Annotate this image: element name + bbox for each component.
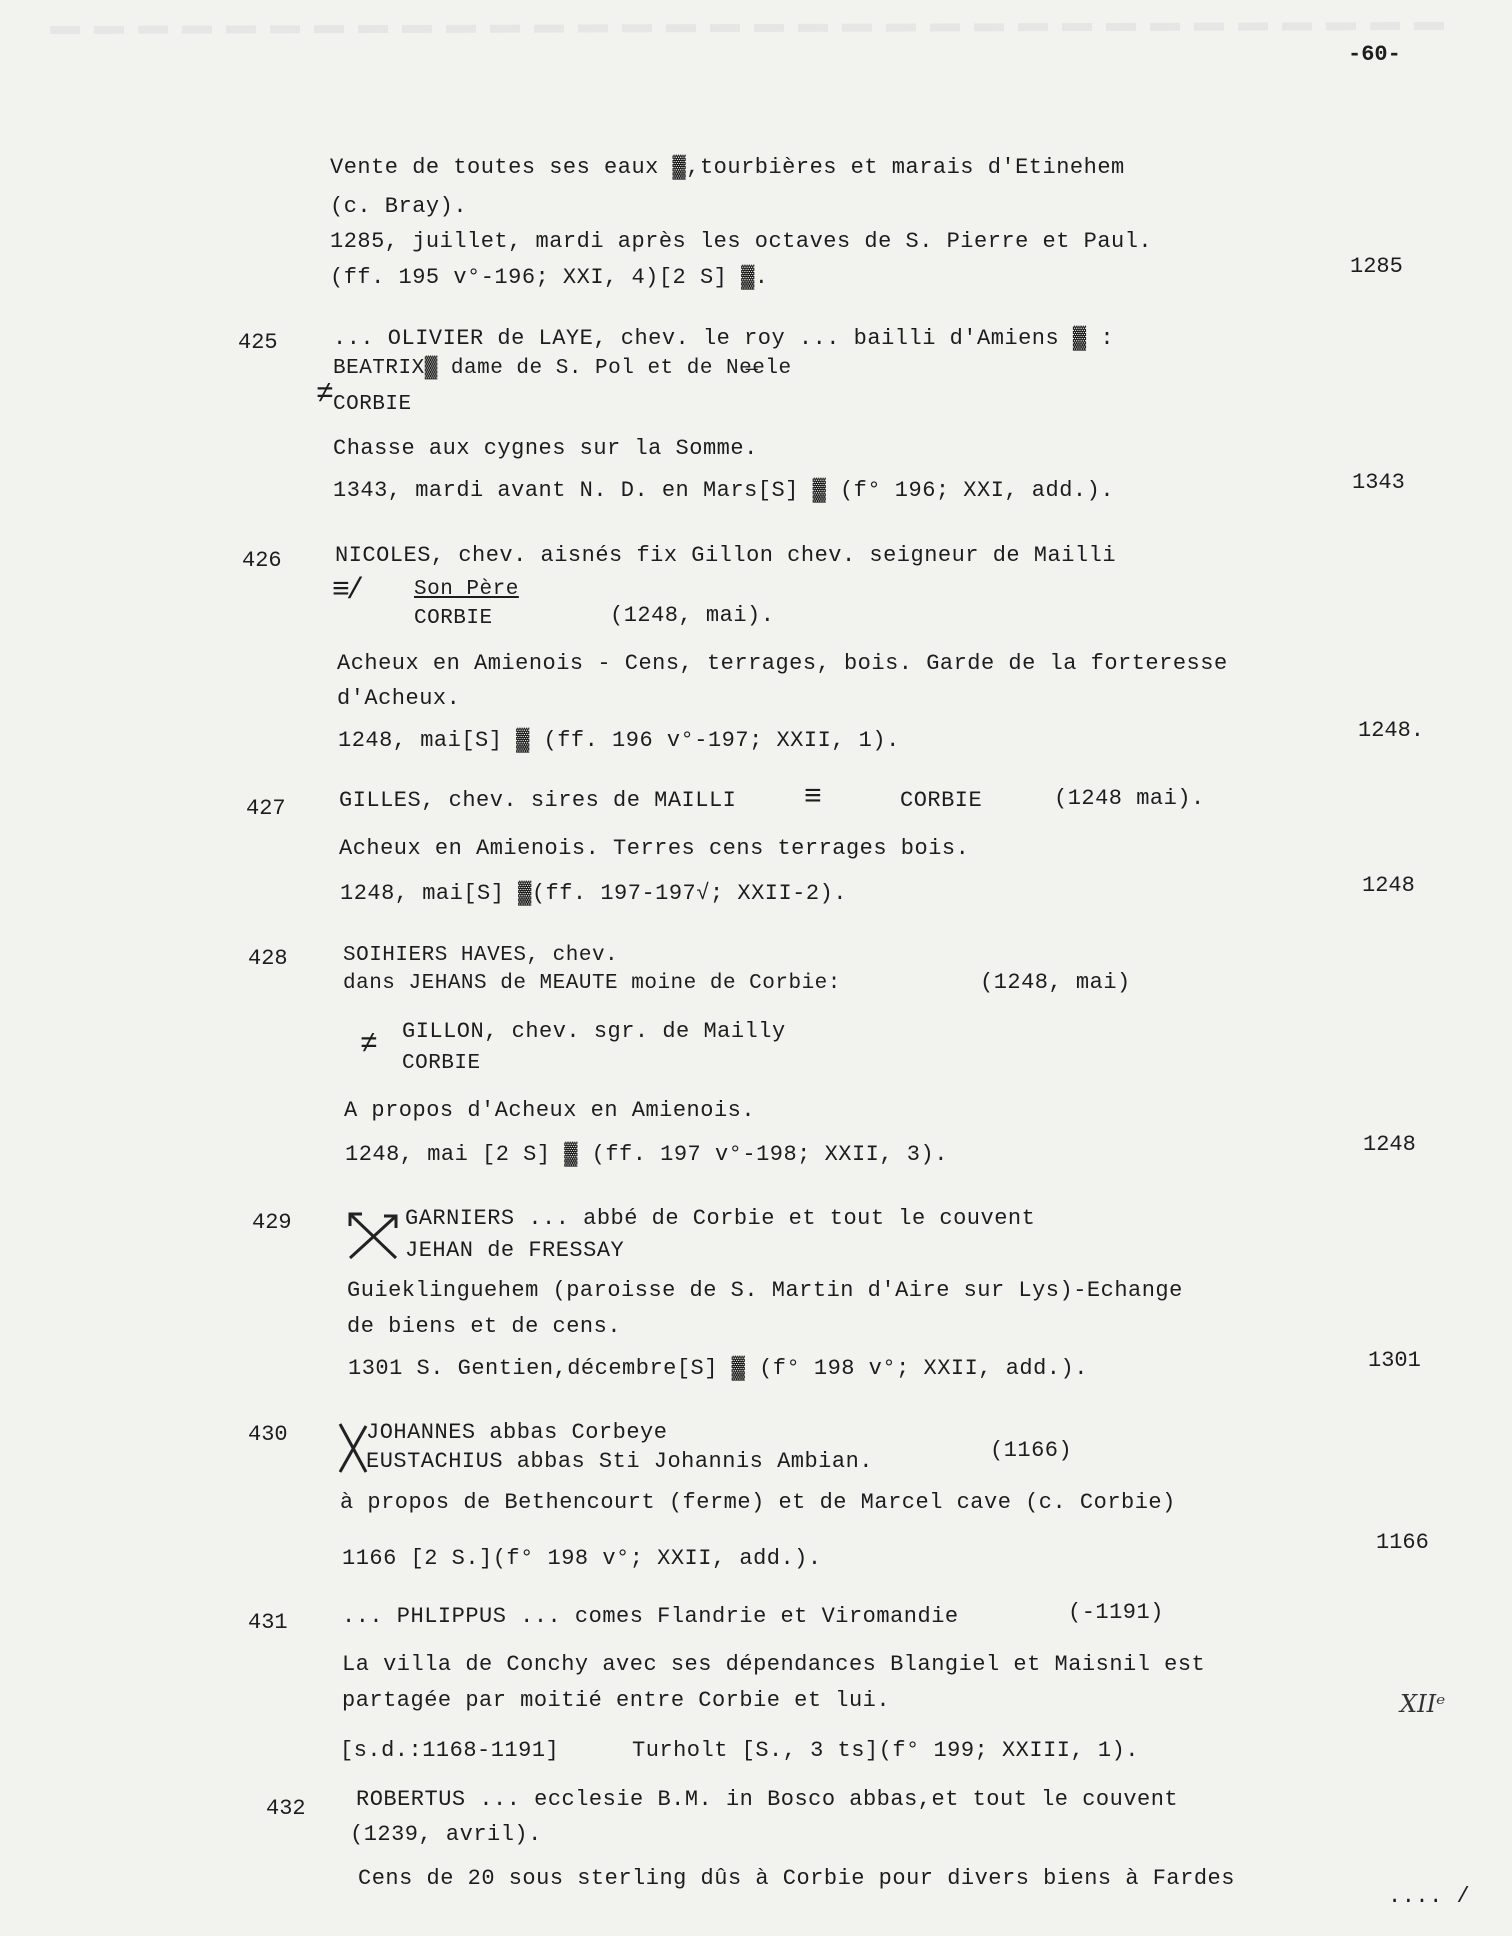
- e429-date: 1301: [1368, 1348, 1421, 1373]
- e432-line1: ROBERTUS ... ecclesie B.M. in Bosco abbas,et tout le couvent: [356, 1787, 1179, 1812]
- e426-line2: Son Père: [414, 578, 519, 601]
- e430-date: 1166: [1376, 1530, 1429, 1555]
- e428-date: 1248: [1363, 1132, 1416, 1157]
- e430-line2: EUSTACHIUS abbas Sti Johannis Ambian.: [366, 1449, 873, 1474]
- e429-line3: Guieklinguehem (paroisse de S. Martin d'Aire sur Lys)-Echange: [347, 1278, 1183, 1303]
- e429-line2: JEHAN de FRESSAY: [405, 1238, 625, 1263]
- e426-date: 1248.: [1358, 718, 1425, 743]
- e428-line6: 1248, mai [2 S] ▓ (ff. 197 v°-198; XXII, 3).: [345, 1142, 948, 1167]
- e432-line3: Cens de 20 sous sterling dûs à Corbie pour divers biens à Fardes: [358, 1866, 1235, 1891]
- e428-line1: SOIHIERS HAVES, chev.: [343, 944, 619, 967]
- e425-date: 1343: [1352, 470, 1405, 495]
- e432-number: 432: [266, 1796, 306, 1821]
- e431-line1b: (-1191): [1068, 1600, 1164, 1625]
- exchange-arrows-icon: [346, 1208, 402, 1269]
- e424-line1: Vente de toutes ses eaux ▓,tourbières et marais d'Etinehem: [330, 155, 1125, 180]
- e430-line4: 1166 [2 S.](f° 198 v°; XXII, add.).: [342, 1546, 822, 1571]
- e429-line1: GARNIERS ... abbé de Corbie et tout le couvent: [405, 1206, 1036, 1231]
- e425-line3: CORBIE: [333, 393, 412, 416]
- e429-line5: 1301 S. Gentien,décembre[S] ▓ (f° 198 v°; XXII, add.).: [348, 1356, 1088, 1381]
- e425-line1: ... OLIVIER de LAYE, chev. le roy ... bailli d'Amiens ▓ :: [333, 326, 1115, 351]
- e428-line3: GILLON, chev. sgr. de Mailly: [402, 1019, 786, 1044]
- continuation-mark: .... /: [1388, 1884, 1471, 1909]
- e430-line1: JOHANNES abbas Corbeye: [366, 1420, 668, 1445]
- e431-line4b: Turholt [S., 3 ts](f° 199; XXIII, 1).: [632, 1738, 1139, 1763]
- e427-line1a: GILLES, chev. sires de MAILLI: [339, 788, 737, 813]
- e426-line3: CORBIE: [414, 607, 493, 630]
- e430-number: 430: [248, 1422, 288, 1447]
- e427-line1c: (1248 mai).: [1054, 786, 1205, 811]
- page-number: -60-: [1348, 42, 1401, 67]
- e425-line4: Chasse aux cygnes sur la Somme.: [333, 436, 758, 461]
- e431-line2: La villa de Conchy avec ses dépendances Blangiel et Maisnil est: [342, 1652, 1206, 1677]
- exchange-cross-icon: [336, 1420, 370, 1481]
- e424-date: 1285: [1350, 254, 1403, 279]
- e428-line4: CORBIE: [402, 1052, 481, 1075]
- e430-line1b: (1166): [990, 1438, 1073, 1463]
- e429-number: 429: [252, 1210, 292, 1235]
- e427-number: 427: [246, 796, 286, 821]
- e428-number: 428: [248, 946, 288, 971]
- e425-line2: BEATRIX▓ dame de S. Pol et de Ne̶ele: [333, 357, 792, 380]
- e431-line3: partagée par moitié entre Corbie et lui.: [342, 1688, 891, 1713]
- handwritten-century-note: XIIᵉ: [1400, 1690, 1446, 1718]
- bleed-through-text: [30, 0, 1480, 60]
- double-cross-mark-icon: ≡/: [332, 574, 361, 608]
- e426-number: 426: [242, 548, 282, 573]
- e427-line3: 1248, mai[S] ▓(ff. 197-197√; XXII-2).: [340, 881, 847, 906]
- e429-line4: de biens et de cens.: [347, 1314, 622, 1339]
- e428-line2b: (1248, mai): [980, 970, 1131, 995]
- dagger-mark-icon: ≠: [316, 378, 335, 412]
- dagger-mark-icon: ≠: [360, 1028, 379, 1062]
- e431-line4a: [s.d.:1168-1191]: [340, 1738, 560, 1763]
- e426-line5: d'Acheux.: [337, 686, 461, 711]
- e426-line3b: (1248, mai).: [610, 603, 775, 628]
- e431-line1: ... PHLIPPUS ... comes Flandrie et Viromandie: [342, 1604, 959, 1629]
- e426-line4: Acheux en Amienois - Cens, terrages, bois. Garde de la forteresse: [337, 651, 1228, 676]
- e424-line4: (ff. 195 v°-196; XXI, 4)[2 S] ▓.: [330, 265, 769, 290]
- e431-number: 431: [248, 1610, 288, 1635]
- e427-line2: Acheux en Amienois. Terres cens terrages bois.: [339, 836, 970, 861]
- e426-line1: NICOLES, chev. aisnés fix Gillon chev. seigneur de Mailli: [335, 543, 1117, 568]
- e425-line5: 1343, mardi avant N. D. en Mars[S] ▓ (f° 196; XXI, add.).: [333, 478, 1115, 503]
- e424-line2: (c. Bray).: [330, 194, 468, 219]
- double-cross-mark-icon: ≡: [804, 781, 823, 815]
- e426-line6: 1248, mai[S] ▓ (ff. 196 v°-197; XXII, 1).: [338, 728, 900, 753]
- e427-date: 1248: [1362, 873, 1415, 898]
- e424-line3: 1285, juillet, mardi après les octaves de S. Pierre et Paul.: [330, 229, 1153, 254]
- e428-line5: A propos d'Acheux en Amienois.: [344, 1098, 756, 1123]
- e425-number: 425: [238, 330, 278, 355]
- e432-line2: (1239, avril).: [350, 1822, 542, 1847]
- e427-line1b: CORBIE: [900, 788, 983, 813]
- e430-line3: à propos de Bethencourt (ferme) et de Marcel cave (c. Corbie): [340, 1490, 1176, 1515]
- e428-line2: dans JEHANS de MEAUTE moine de Corbie:: [343, 972, 841, 995]
